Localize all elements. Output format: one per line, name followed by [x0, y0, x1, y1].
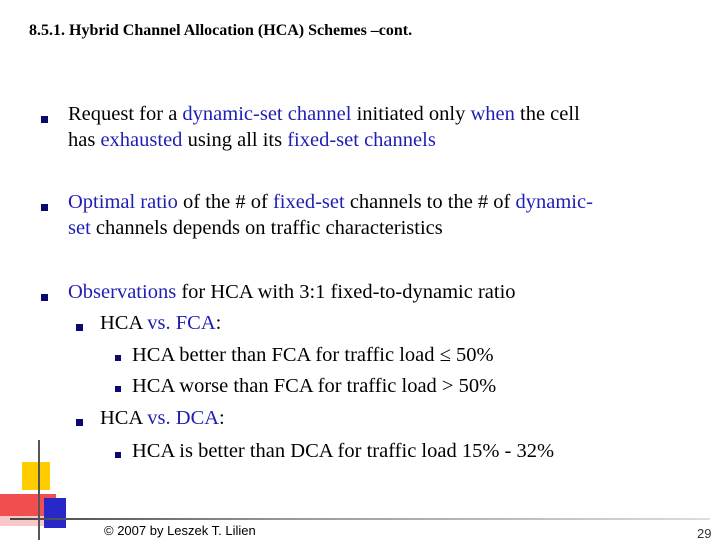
bullet-3-sub-1b: HCA worse than FCA for traffic load > 50%: [132, 375, 497, 397]
sub-bullet-marker: [76, 324, 83, 331]
slide-title: 8.5.1. Hybrid Channel Allocation (HCA) Schemes –cont.: [29, 22, 413, 39]
bullet-1-line-2: has exhausted using all its fixed-set channels: [68, 129, 436, 151]
bullet-3-sub-1a: HCA better than FCA for traffic load ≤ 50%: [132, 344, 494, 366]
bullet-2-line-1: Optimal ratio of the # of fixed-set channels to the # of dynamic-: [68, 191, 593, 213]
bullet-marker: [41, 294, 48, 301]
sub-bullet-marker: [76, 419, 83, 426]
bullet-marker: [41, 116, 48, 123]
deco-horizontal-line: [10, 518, 710, 520]
page-number: 29: [697, 526, 712, 541]
sub-sub-bullet-marker: [115, 452, 121, 458]
bullet-1-line-1: Request for a dynamic-set channel initiated only when the cell: [68, 103, 580, 125]
sub-sub-bullet-marker: [115, 355, 121, 361]
bullet-marker: [41, 204, 48, 211]
sub-sub-bullet-marker: [115, 386, 121, 392]
deco-vertical-line: [38, 440, 40, 540]
deco-blue-square: [44, 498, 66, 528]
bullet-3-sub-1: HCA vs. FCA:: [100, 312, 222, 334]
bullet-3-main: Observations for HCA with 3:1 fixed-to-dynamic ratio: [68, 281, 516, 303]
bullet-2-line-2: set channels depends on traffic characteristics: [68, 217, 443, 239]
deco-yellow-square: [22, 462, 50, 490]
footer-copyright: © 2007 by Leszek T. Lilien: [104, 523, 256, 538]
bullet-3-sub-2a: HCA is better than DCA for traffic load 15% - 32%: [132, 440, 555, 462]
bullet-3-sub-2: HCA vs. DCA:: [100, 407, 225, 429]
